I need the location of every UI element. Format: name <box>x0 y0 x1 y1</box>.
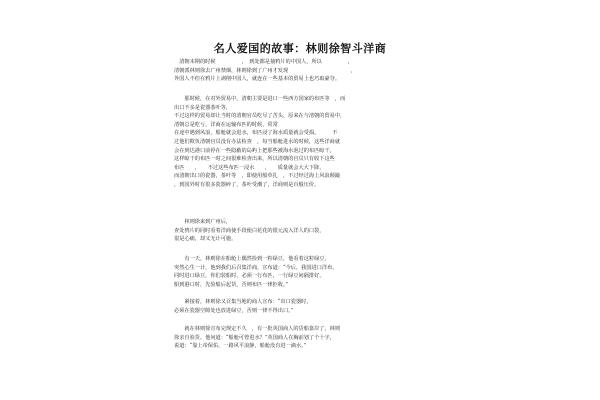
text-line: 那时候，在对外贸易中，清朝主要是进口一些西方国家的布匹等 ，而 <box>174 96 346 102</box>
text-line: 外国人不但在鸦片上剥削中国人，就连在一些基本的贸易上也巧取豪夺。 <box>174 76 341 83</box>
text-line: 徐亲自验货。他问道：“船舱可曾进水？”英国商人在胸前划了个十字， <box>174 334 335 341</box>
text-line: 查处鸦片的同时看着洋商使手段使白花花的银元流入洋人的口袋， <box>174 227 325 234</box>
paragraph-3 <box>174 218 414 244</box>
text-line: 会在到达港口前停在一些隐蔽的岛屿上把那些被海水泡过的布匹晾干， <box>174 147 335 154</box>
text-line: 出口不多是瓷器茶叶等， <box>174 104 232 111</box>
paragraph-2 <box>174 95 414 190</box>
text-line: 不过这样的贸易却让当时的清朝官员吃尽了苦头，原来在与清朝的贸易中， <box>174 113 346 120</box>
text-line: 清朝派林则徐去广州禁烟，林则徐到了广州才发现 ， <box>174 67 356 74</box>
text-line: 船到港口时，先验船后起货，否则布匹一律拒收。” <box>174 281 289 288</box>
text-line: 紧接着，林则徐又召集当地的商人宣布：“出口瓷器时， <box>174 299 312 305</box>
paragraph-4 <box>174 255 414 289</box>
text-line: 必须在瓷器空隙处也放进绿豆，否则一律不得出口。” <box>174 307 294 314</box>
text-line: 突然心生一计，他到我们后召集洋商，宣布道：“今后，我国进口洋布， <box>174 264 338 271</box>
text-line: 有一天，林则徐在船舱上偶然捡到一粒绿豆，他看着这粒绿豆， <box>174 256 330 262</box>
page-title: 名人爱国的故事：林则徐智斗洋商 <box>213 42 387 55</box>
paragraph-6 <box>174 325 414 351</box>
text-line: 在途中遇到风浪，船舱就会进水，布匹浸了海水质量就会受损。 不 <box>174 130 338 137</box>
paragraph-1 <box>174 58 414 84</box>
paragraph-5 <box>174 298 414 315</box>
text-line: 这样晾干的布匹一时之间很难检查出来，所以清朝的官员只有收下这些 <box>174 156 335 163</box>
text-line: 清朝末期的时候 ， 到处都是抽鸦片的中国人，所以 ， <box>174 59 353 65</box>
text-line: 过他们欺负清朝官员没有办法检查 ，每当船舱进水的时候，这些洋商就 <box>174 138 341 145</box>
text-line: 布匹 ， 不过这些布匹一浸水 ， 质量就会大大下降， <box>174 164 325 171</box>
text-line: 说道：“靠上帝保佑，一路风平浪静，船舱没有进一滴水。” <box>174 343 307 350</box>
text-line: 就在林则徐宣布完规定不久 ，有一批英国商人的货船靠岸了，林则 <box>174 326 341 332</box>
text-line: 而清朝出口的瓷器，茶叶等 ，即使用船草扎 ，不过经过海上风浪颠簸 <box>174 173 341 180</box>
text-line: ，到国外时有很多瓷器碎了，茶叶受潮了，洋商则是百般压价。 <box>174 181 320 188</box>
text-line: 清朝总是吃亏，洋商在运输布匹的时候，常常 <box>174 121 278 128</box>
text-line: 很是心痛，却又无计可施。 <box>174 236 237 243</box>
text-line: 林则徐来到广州后， <box>174 219 232 225</box>
text-line: 同时进口绿豆，你们装船时，必须一行布匹，一行绿豆间隔排好， <box>174 273 325 280</box>
